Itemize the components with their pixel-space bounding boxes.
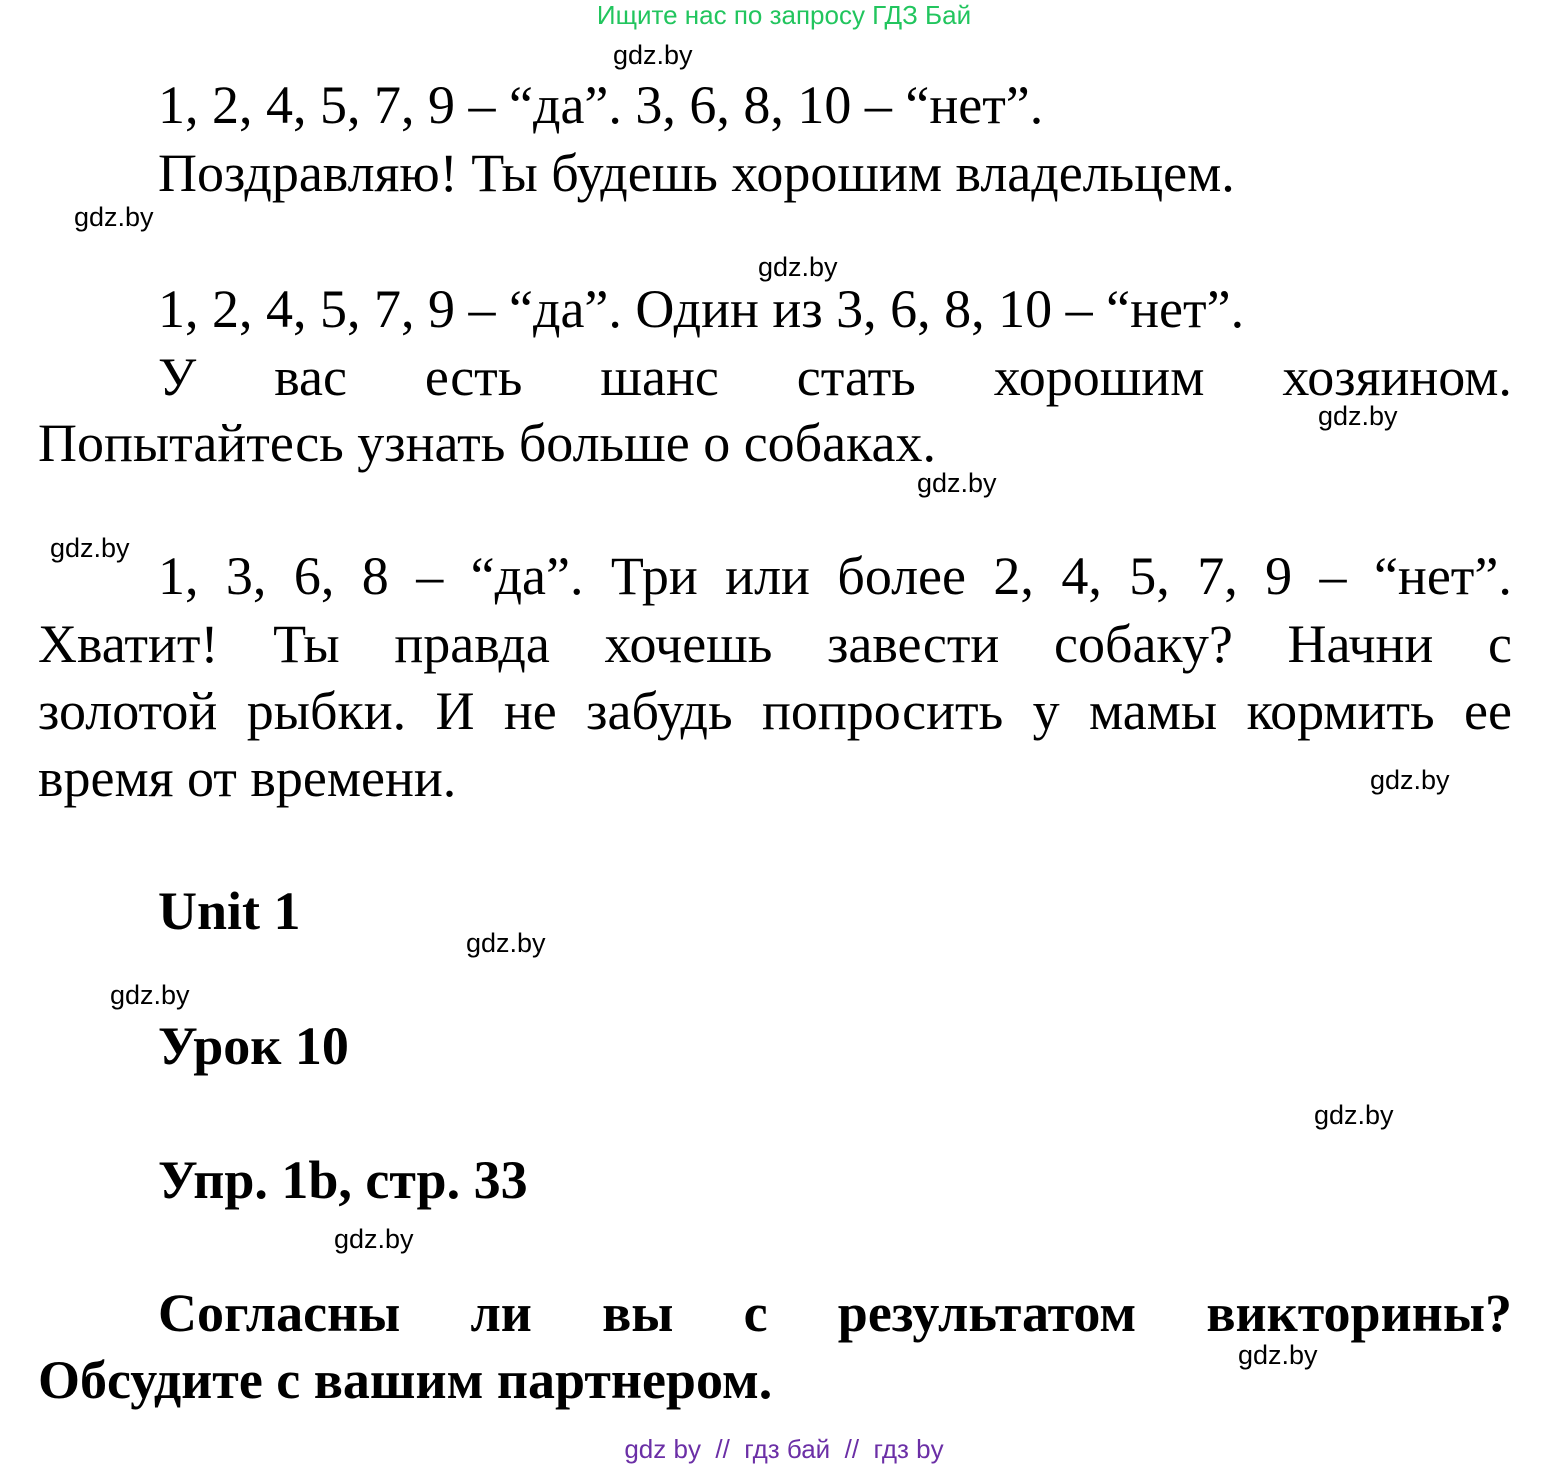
word: У [158,347,197,407]
word: забудь [586,681,733,741]
word: есть [424,347,523,407]
word: собаку? [1054,614,1233,674]
word: Хватит! [38,614,219,674]
word: ее [1463,681,1512,741]
word: или [725,546,810,606]
word: 5, [1129,546,1170,606]
unit-heading: Unit 1 [158,881,301,941]
word: “нет”. [1373,546,1512,606]
word: ли [470,1283,532,1343]
word: 1, [158,546,199,606]
word: шанс [600,347,719,407]
word: рыбки. [246,681,407,741]
bottom-banner: gdz by // гдз бай // гдз by [624,1434,944,1464]
word: – [416,546,444,606]
word: И [435,681,475,741]
watermark: gdz.by [758,252,838,282]
word: золотой [38,681,218,741]
word: викторины? [1206,1283,1512,1343]
exercise-heading: Упр. 1b, стр. 33 [158,1150,528,1210]
lesson-heading: Урок 10 [158,1016,349,1076]
word: более [837,546,966,606]
result3-line3 [38,678,1512,744]
watermark: gdz.by [1238,1340,1318,1370]
word: мамы [1088,681,1218,741]
word: попросить [761,681,1004,741]
word: стать [796,347,916,407]
watermark: gdz.by [50,533,130,563]
watermark: gdz.by [1314,1100,1394,1130]
watermark: gdz.by [1318,401,1398,431]
word: “да”. [470,546,584,606]
word: 3, [225,546,267,606]
watermark: gdz.by [74,202,154,232]
watermark: gdz.by [917,468,997,498]
word: не [503,681,557,741]
word: – [1319,546,1347,606]
word: 7, [1197,546,1238,606]
word: вас [274,347,347,407]
word: кормить [1246,681,1435,741]
word: завести [827,614,1000,674]
word: Ты [273,614,340,674]
word: 6, [293,546,335,606]
result3-line1 [158,543,1512,609]
word: 4, [1061,546,1102,606]
result3-line4: время от времени. [38,748,457,808]
word: у [1032,681,1060,741]
watermark: gdz.by [466,928,546,958]
word: 2, [993,546,1034,606]
word: хочешь [604,614,773,674]
result1-line2: Поздравляю! Ты будешь хорошим владельцем. [158,143,1235,203]
watermark: gdz.by [334,1224,414,1254]
word: правда [394,614,550,674]
watermark: gdz.by [110,980,190,1010]
task-line2: Обсудите с вашим партнером. [38,1350,773,1410]
word: Начни [1287,614,1434,674]
result3-line2 [38,611,1512,677]
result2-line2 [158,344,1512,410]
word: с [1487,614,1512,674]
word: 8 [361,546,389,606]
word: хозяином. [1282,347,1512,407]
watermark: gdz.by [613,40,693,70]
result2-line3: Попытайтесь узнать больше о собаках. [38,413,937,473]
word: хорошим [993,347,1205,407]
result1-line1: 1, 2, 4, 5, 7, 9 – “да”. 3, 6, 8, 10 – “нет”. [158,75,1044,135]
word: результатом [837,1283,1137,1343]
word: Согласны [158,1283,401,1343]
word: Три [610,546,698,606]
word: с [743,1283,768,1343]
task-line1 [158,1280,1512,1346]
word: 9 [1265,546,1293,606]
word: вы [602,1283,674,1343]
result2-line1: 1, 2, 4, 5, 7, 9 – “да”. Один из 3, 6, 8, 10 – “нет”. [158,279,1245,339]
top-banner: Ищите нас по запросу ГДЗ Бай [596,0,972,30]
watermark: gdz.by [1370,765,1450,795]
